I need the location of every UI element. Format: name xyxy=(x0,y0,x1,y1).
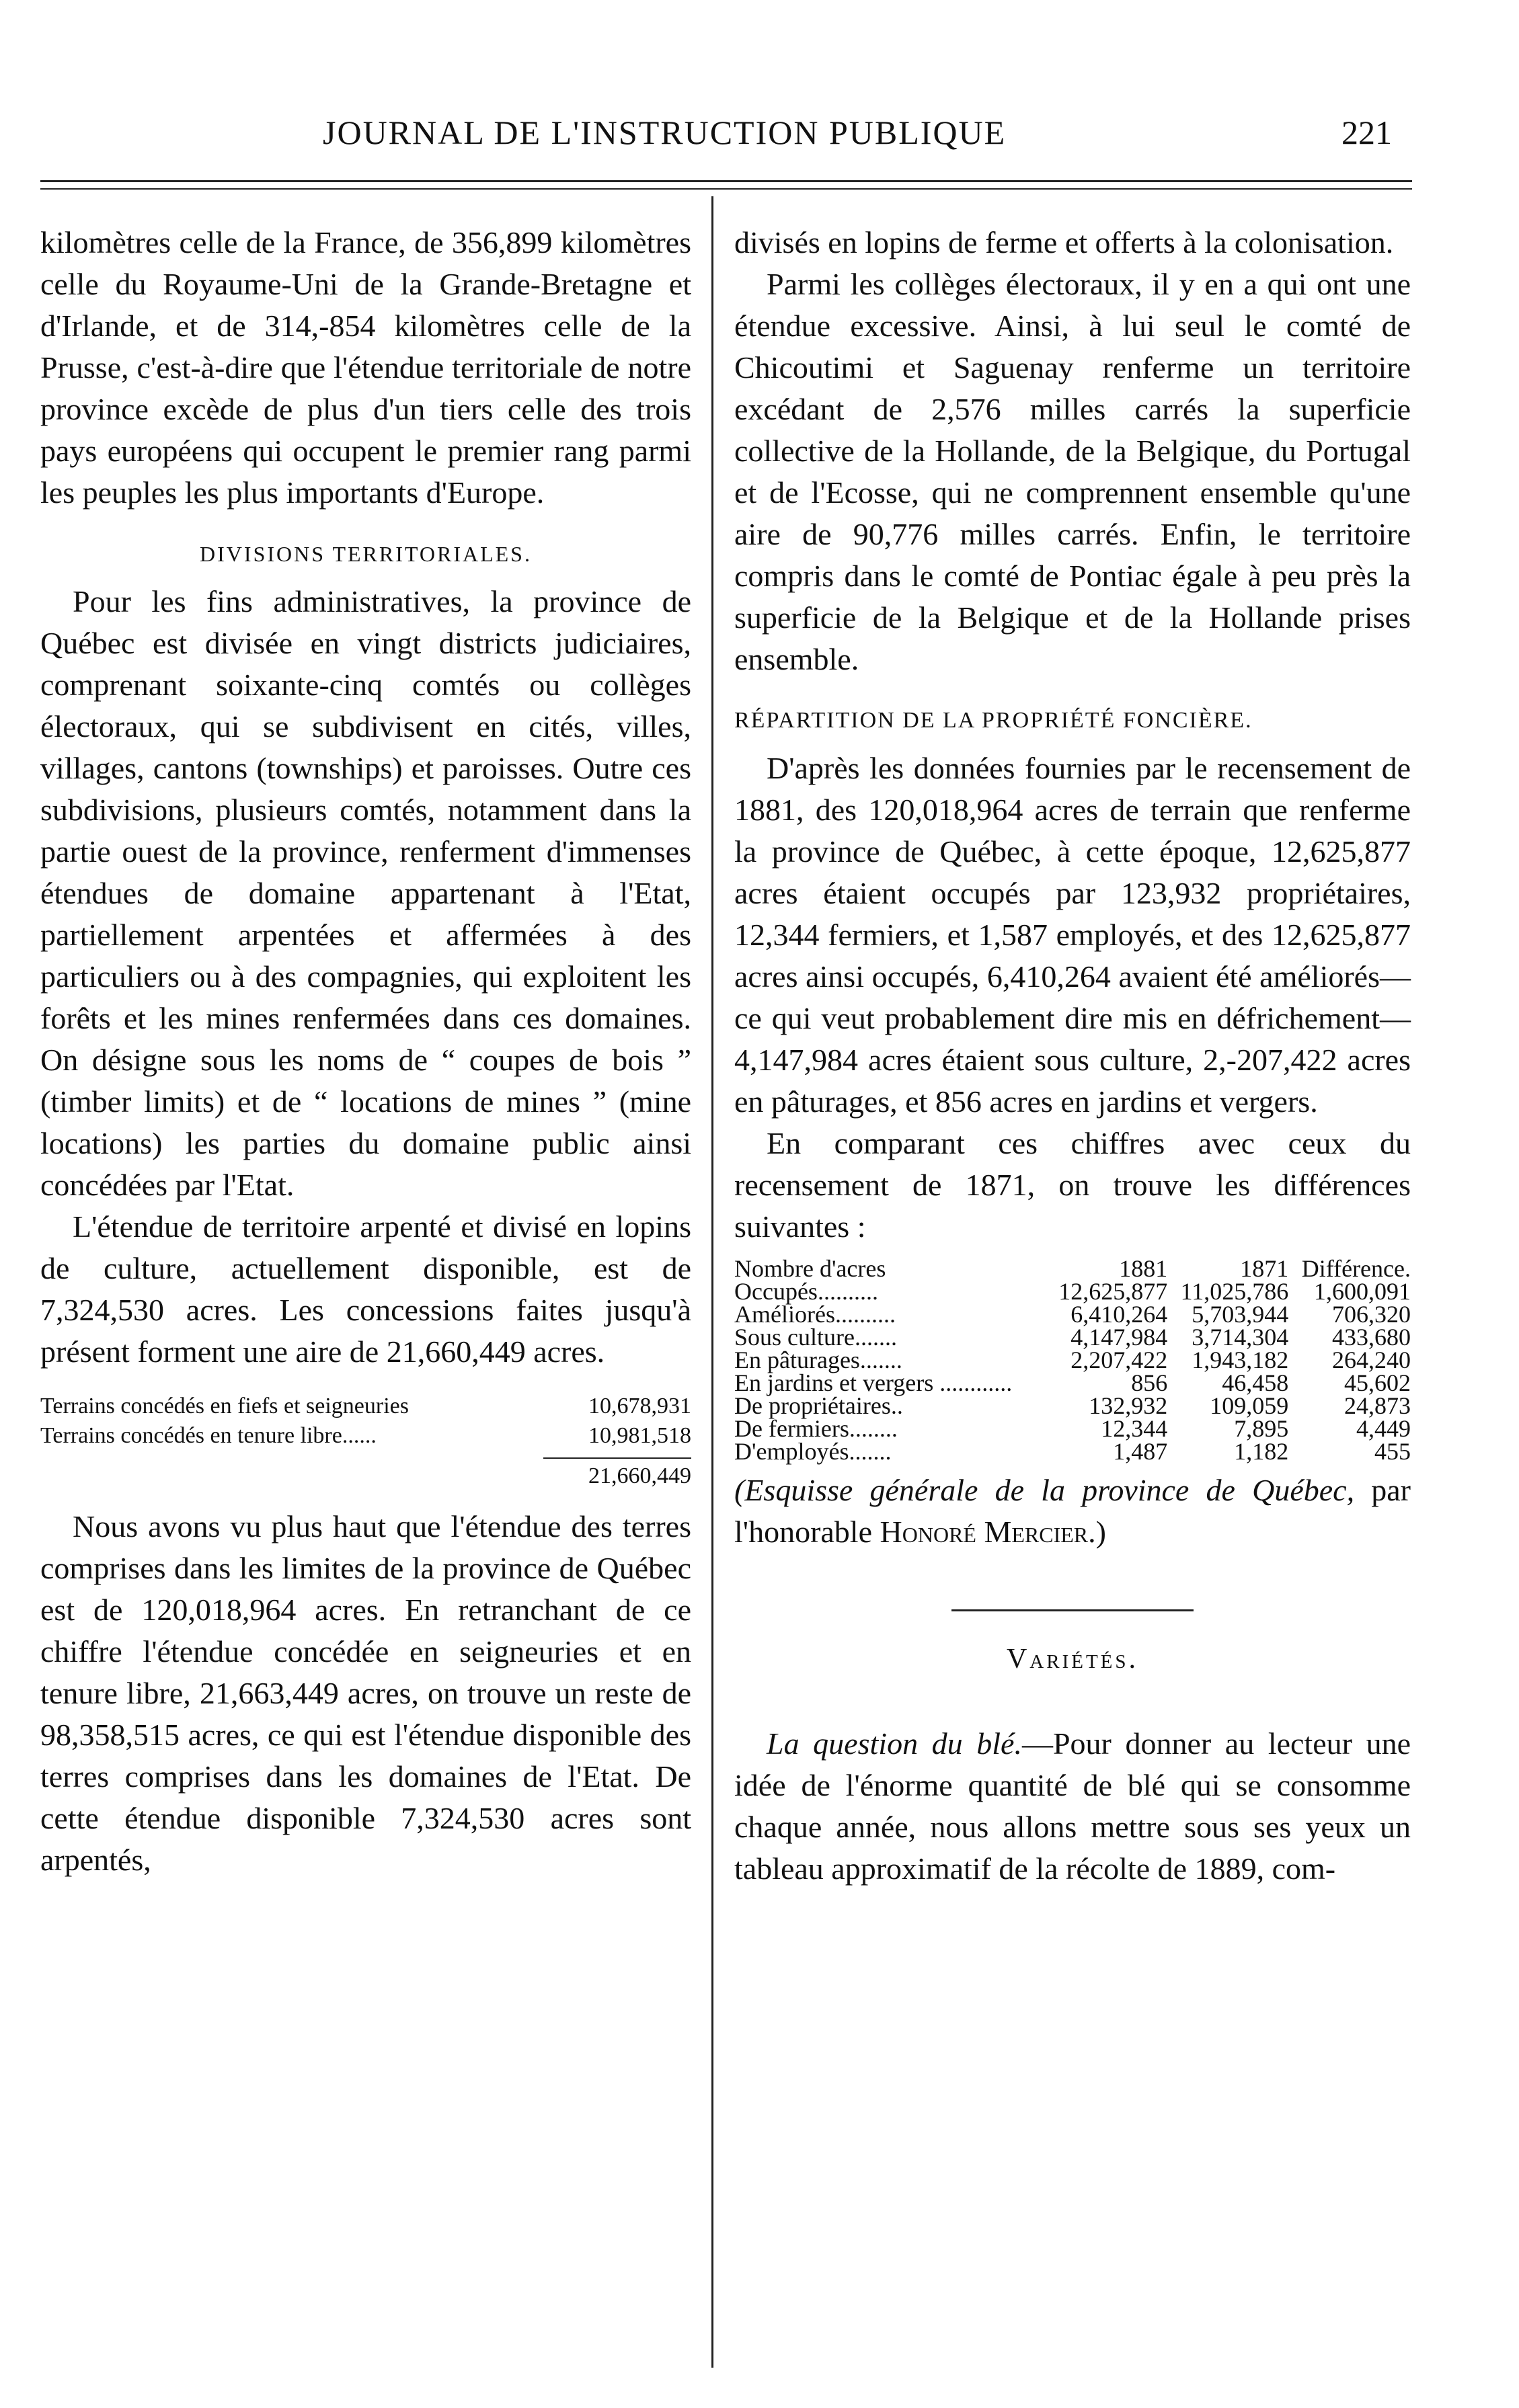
page-header xyxy=(0,113,1519,160)
table-cell: 12,625,877 xyxy=(1058,1278,1168,1305)
table-cell: 3,714,304 xyxy=(1192,1324,1289,1351)
table-cell: 433,680 xyxy=(1332,1324,1411,1351)
table-cell: De propriétaires.. xyxy=(734,1392,903,1419)
header-rule-secondary xyxy=(40,188,1412,190)
left-paragraph-3: L'étendue de territoire arpenté et divisé en lopins de culture, actuellement disponible, est de 7,324,530 acres. Les concessions faites jusqu'à présent forment une aire de 21,660,449 acres. xyxy=(40,1209,691,1369)
table-row xyxy=(40,1421,691,1451)
table-cell: 24,873 xyxy=(1344,1392,1411,1419)
right-column xyxy=(734,222,1411,1890)
table-cell: 46,458 xyxy=(1222,1369,1289,1396)
right-paragraph-1: divisés en lopins de ferme et offerts à la colonisation. xyxy=(734,225,1394,259)
table-cell: En pâturages....... xyxy=(734,1347,902,1373)
table-cell: Sous culture....... xyxy=(734,1324,897,1351)
right-paragraph-4: En comparant ces chiffres avec ceux du recensement de 1871, on trouve les différences suivantes : xyxy=(734,1126,1411,1244)
table-cell: D'employés....... xyxy=(734,1438,892,1465)
land-concession-table xyxy=(40,1392,691,1451)
table-cell: 132,932 xyxy=(1089,1392,1168,1419)
table-row xyxy=(734,1371,1411,1394)
table-cell: 12,344 xyxy=(1101,1415,1168,1442)
table-cell: De fermiers........ xyxy=(734,1415,898,1442)
column-header: Nombre d'acres xyxy=(734,1255,886,1282)
varietes-text: —Pour donner au lecteur une idée de l'énorme quantité de blé qui se consomme chaque année, nous allons mettre sous ses yeux un tableau approximatif de la récolte de 1889, com- xyxy=(734,1726,1411,1886)
table-cell: 7,895 xyxy=(1234,1415,1289,1442)
table-cell: 1,487 xyxy=(1113,1438,1168,1465)
table-cell: 706,320 xyxy=(1332,1301,1411,1328)
varietes-subtitle: La question du blé. xyxy=(767,1726,1022,1761)
table-row xyxy=(734,1349,1411,1371)
left-paragraph-4: Nous avons vu plus haut que l'étendue des terres comprises dans les limites de la province de Québec est de 120,018,964 acres. En retranchant de ce chiffre l'étendue concédée en seigneuries et en tenure libre, 21,663,449 acres, on trouve un reste de 98,358,515 acres, ce qui est l'étendue disponible des terres comprises dans les domaines de l'Etat. De cette étendue disponible 7,324,530 acres sont arpentés, xyxy=(40,1509,691,1877)
table-row xyxy=(40,1392,691,1421)
table-row xyxy=(734,1280,1411,1303)
table-cell: 4,147,984 xyxy=(1070,1324,1168,1351)
census-comparison-table xyxy=(734,1257,1411,1463)
table-cell: Améliorés.......... xyxy=(734,1301,896,1328)
table-cell: En jardins et vergers ............ xyxy=(734,1369,1013,1396)
right-paragraph-3: D'après les données fournies par le recensement de 1881, des 120,018,964 acres de terrain que renferme la province de Québec, à cette époque, 12,625,877 acres étaient occupés par 123,932 propriétaires, 12,344 fermiers, et 1,587 employés, et des 12,625,877 acres ainsi occupés, 6,410,264 avaient été améliorés—ce qui veut probablement dire mis en défrichement—4,147,984 acres étaient sous culture, 2,-207,422 acres en pâturages, et 856 acres en jardins et vergers. xyxy=(734,751,1411,1119)
land-total xyxy=(40,1457,691,1491)
table-cell: 45,602 xyxy=(1344,1369,1411,1396)
land-row-label: Terrains concédés en tenure libre...... xyxy=(40,1423,377,1448)
table-cell: 1,182 xyxy=(1234,1438,1289,1465)
land-row-value: 10,981,518 xyxy=(588,1423,691,1448)
table-cell: 2,207,422 xyxy=(1070,1347,1168,1373)
land-total-value: 21,660,449 xyxy=(543,1457,691,1491)
column-header: Différence. xyxy=(1301,1255,1411,1282)
table-cell: 1,943,182 xyxy=(1192,1347,1289,1373)
left-paragraph-1: kilomètres celle de la France, de 356,899 kilomètres celle du Royaume-Uni de la Grande-Bretagne et d'Irlande, et de 314,-854 kilomètres celle de la Prusse, c'est-à-dire que l'étendue territoriale de notre province excède de plus d'un tiers celle des trois pays européens qui occupent le premier rang parmi les peuples les plus importants d'Europe. xyxy=(40,225,691,510)
citation-title: (Esquisse générale de la province de Québec, xyxy=(734,1473,1355,1507)
table-cell: Occupés.......... xyxy=(734,1278,878,1305)
section-divider xyxy=(951,1609,1194,1611)
column-header: 1881 xyxy=(1119,1255,1168,1282)
table-row xyxy=(734,1303,1411,1326)
section-title-varietes: Variétés. xyxy=(1006,1644,1139,1675)
land-row-value: 10,678,931 xyxy=(588,1394,691,1418)
table-row xyxy=(734,1394,1411,1417)
column-header: 1871 xyxy=(1240,1255,1289,1282)
citation-by: par l'honorable xyxy=(734,1473,1411,1549)
table-cell: 109,059 xyxy=(1210,1392,1289,1419)
varietes-paragraph xyxy=(734,1723,1411,1890)
section-heading-repartition: RÉPARTITION DE LA PROPRIÉTÉ FONCIÈRE. xyxy=(734,708,1253,733)
left-paragraph-2: Pour les fins administratives, la province de Québec est divisée en vingt districts judiciaires, comprenant soixante-cinq comtés ou collèges électoraux, qui se subdivisent en cités, villes, villages, cantons (townships) et paroisses. Outre ces subdivisions, plusieurs comtés, notamment dans la partie ouest de la province, renferment d'immenses étendues de domaine appartenant à l'Etat, partiellement arpentées et affermées à des particuliers ou à des compagnies, qui exploitent les forêts et les mines renfermées dans ces domaines. On désigne sous les noms de “ coupes de bois ” (timber limits) et de “ locations de mines ” (mine locations) les parties du domaine public ainsi concédées par l'Etat. xyxy=(40,584,691,1202)
section-heading-divisions: DIVISIONS TERRITORIALES. xyxy=(200,542,532,566)
journal-title: JOURNAL DE L'INSTRUCTION PUBLIQUE xyxy=(323,114,1007,151)
table-row xyxy=(734,1326,1411,1349)
table-cell: 455 xyxy=(1374,1438,1411,1465)
right-paragraph-2: Parmi les collèges électoraux, il y en a qui ont une étendue excessive. Ainsi, à lui seul le comté de Chicoutimi et Saguenay renferme un territoire excédant de 2,576 milles carrés la superficie collective de la Hollande, de la Belgique, du Portugal et de l'Ecosse, qui ne comprennent ensemble qu'une aire de 90,776 milles carrés. Enfin, le territoire compris dans le comté de Pontiac égale à peu près la superficie de la Belgique et de la Hollande prises ensemble. xyxy=(734,267,1411,676)
table-row xyxy=(734,1440,1411,1463)
table-cell: 4,449 xyxy=(1356,1415,1411,1442)
table-cell: 11,025,786 xyxy=(1180,1278,1289,1305)
table-cell: 5,703,944 xyxy=(1192,1301,1289,1328)
table-cell: 856 xyxy=(1131,1369,1168,1396)
table-cell: 6,410,264 xyxy=(1070,1301,1168,1328)
table-cell: 264,240 xyxy=(1332,1347,1411,1373)
page-number: 221 xyxy=(1341,114,1392,151)
citation-end: .) xyxy=(1088,1515,1106,1549)
table-row xyxy=(734,1417,1411,1440)
column-separator xyxy=(711,196,713,2368)
table-header-row xyxy=(734,1257,1411,1280)
land-row-label: Terrains concédés en fiefs et seigneuries xyxy=(40,1394,409,1418)
citation-author: Honoré Mercier xyxy=(880,1515,1089,1549)
header-rule xyxy=(40,180,1412,182)
left-column xyxy=(40,222,691,1881)
table-cell: 1,600,091 xyxy=(1314,1278,1411,1305)
citation xyxy=(734,1470,1411,1553)
